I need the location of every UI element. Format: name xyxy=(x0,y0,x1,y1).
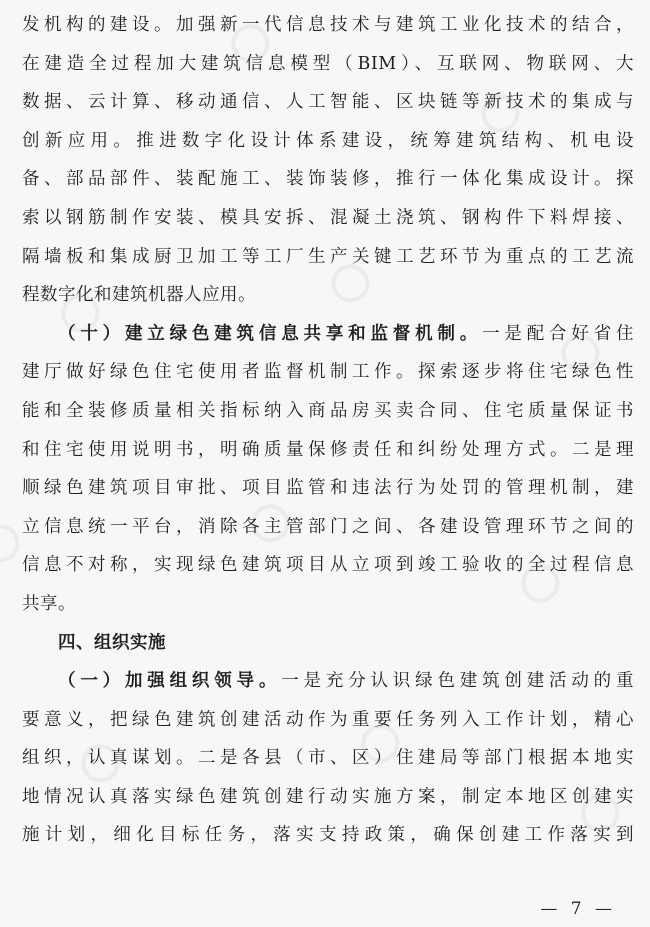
text-line: 共享。 xyxy=(22,593,76,614)
paragraph-continued xyxy=(22,6,634,315)
text-line: 建厅做好绿色住宅使用者监督机制工作。探索逐步将住宅绿色性 xyxy=(22,362,634,383)
text-line xyxy=(22,662,634,701)
text-line: 地情况认真落实绿色建筑创建行动实施方案，制定本地区创建实 xyxy=(22,786,634,807)
text-line: 立信息统一平台，消除各主管部门之间、各建设管理环节之间的 xyxy=(22,516,634,537)
paragraph-info-sharing xyxy=(22,315,634,624)
page-number: — 7 — xyxy=(540,899,616,919)
section-heading: 四、组织实施 xyxy=(58,632,166,653)
text-line: 创新应用。推进数字化设计体系建设，统筹建筑结构、机电设 xyxy=(22,130,634,151)
text-line: 顺绿色建筑项目审批、项目监管和违法行为处罚的管理机制，建 xyxy=(22,478,634,499)
paragraph-organization xyxy=(22,662,634,855)
text-line: 要意义，把绿色建筑创建活动作为重要任务列入工作计划，精心 xyxy=(22,709,634,730)
text-line: 信息不对称，实现绿色建筑项目从立项到竣工验收的全过程信息 xyxy=(22,555,634,576)
text-line xyxy=(22,315,634,354)
watermark-logo-icon xyxy=(0,51,11,109)
text-line: 发机构的建设。加强新一代信息技术与建筑工业化技术的结合， xyxy=(22,15,634,35)
text-line: 程数字化和建筑机器人应用。 xyxy=(22,285,256,306)
text-line: 索以钢筋制作安装、模具安拆、混凝土浇筑、钢构件下料焊接、 xyxy=(22,207,634,228)
text-line: 施计划，细化目标任务，落实支持政策，确保创建工作落实到 xyxy=(22,825,634,846)
text-line: 备、部品部件、装配施工、装饰装修，推行一体化集成设计。探 xyxy=(22,169,634,190)
document-body xyxy=(22,6,634,855)
text-line: 在建造全过程加大建筑信息模型（BIM）、互联网、物联网、大 xyxy=(22,53,634,74)
paragraph-text: 一是配合好省住 xyxy=(482,323,635,344)
text-line: 组织，认真谋划。二是各县（市、区）住建局等部门根据本地实 xyxy=(22,748,634,769)
paragraph-text: 一是充分认识绿色建筑创建活动的重 xyxy=(281,671,635,692)
text-line: 隔墙板和集成厨卫加工等工厂生产关键工艺环节为重点的工艺流 xyxy=(22,246,634,267)
text-line: 能和全装修质量相关指标纳入商品房买卖合同、住宅质量保证书 xyxy=(22,400,634,421)
text-line: 和住宅使用说明书，明确质量保修责任和纠纷处理方式。二是理 xyxy=(22,439,634,460)
text-line: 数据、云计算、移动通信、人工智能、区块链等新技术的集成与 xyxy=(22,92,634,113)
paragraph-heading: （一）加强组织领导。 xyxy=(58,671,282,692)
paragraph-heading: （十）建立绿色建筑信息共享和监督机制。 xyxy=(58,323,483,344)
